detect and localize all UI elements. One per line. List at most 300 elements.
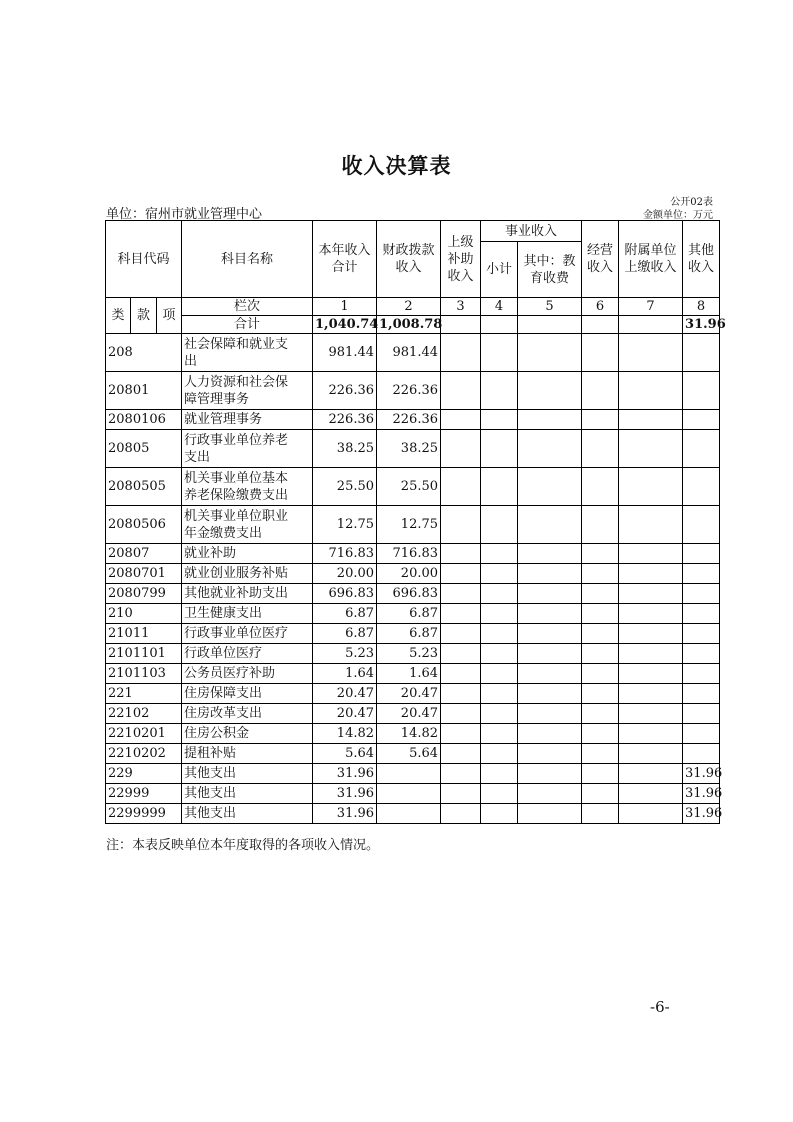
header-other (683, 221, 720, 298)
row-fiscal: 20.47 (377, 684, 441, 704)
total-row-affiliated (619, 316, 683, 334)
row-code: 221 (106, 684, 182, 704)
row-affiliated (619, 704, 683, 724)
col-number-8: 8 (683, 298, 720, 316)
table-row (106, 744, 720, 764)
total-row (106, 316, 720, 334)
row-name (182, 564, 313, 584)
header-affiliated-line2: 上缴收入 (624, 260, 677, 275)
row-superior (441, 544, 481, 564)
row-edu (518, 410, 582, 430)
row-subtotal (481, 724, 518, 744)
row-name (182, 506, 313, 544)
row-affiliated (619, 604, 683, 624)
row-name-line: 障管理事务 (184, 391, 250, 407)
row-name-line: 就业管理事务 (184, 412, 263, 427)
row-name (182, 334, 313, 372)
table-row (106, 724, 720, 744)
col-number-2: 2 (377, 298, 441, 316)
row-code: 2101101 (106, 644, 182, 664)
row-name-line: 就业创业服务补贴 (184, 566, 289, 581)
table-row (106, 544, 720, 564)
row-name (182, 784, 313, 804)
row-total: 20.47 (313, 684, 377, 704)
row-other (683, 506, 720, 544)
total-row-total: 1,040.74 (313, 316, 377, 334)
row-name (182, 764, 313, 784)
col-number-6: 6 (582, 298, 619, 316)
row-operating (582, 604, 619, 624)
row-operating (582, 372, 619, 410)
row-code: 2080106 (106, 410, 182, 430)
row-name-line: 年金缴费支出 (184, 525, 263, 541)
row-operating (582, 764, 619, 784)
row-affiliated (619, 334, 683, 372)
row-name (182, 704, 313, 724)
row-affiliated (619, 764, 683, 784)
table-row (106, 624, 720, 644)
row-subtotal (481, 604, 518, 624)
row-name-line: 提租补贴 (184, 746, 237, 761)
row-total: 6.87 (313, 604, 377, 624)
row-fiscal: 226.36 (377, 372, 441, 410)
row-fiscal: 25.50 (377, 468, 441, 506)
row-other (683, 724, 720, 744)
table-row (106, 604, 720, 624)
total-row-subtotal (481, 316, 518, 334)
table-row (106, 704, 720, 724)
row-name (182, 410, 313, 430)
row-subtotal (481, 506, 518, 544)
row-total: 20.47 (313, 704, 377, 724)
row-superior (441, 410, 481, 430)
row-subtotal (481, 544, 518, 564)
row-subtotal (481, 564, 518, 584)
row-affiliated (619, 744, 683, 764)
header-name: 科目名称 (182, 221, 313, 298)
row-superior (441, 604, 481, 624)
row-superior (441, 704, 481, 724)
row-code: 2080799 (106, 584, 182, 604)
row-fiscal: 696.83 (377, 584, 441, 604)
row-superior (441, 684, 481, 704)
row-operating (582, 624, 619, 644)
row-edu (518, 544, 582, 564)
row-edu (518, 624, 582, 644)
header-business: 事业收入 (481, 221, 582, 242)
row-other (683, 664, 720, 684)
row-affiliated (619, 410, 683, 430)
form-number: 公开02表 (670, 197, 713, 208)
total-row-fiscal: 1,008.78 (377, 316, 441, 334)
row-superior (441, 644, 481, 664)
row-subtotal (481, 410, 518, 430)
row-other: 31.96 (683, 764, 720, 784)
row-other (683, 644, 720, 664)
header-other-line2: 收入 (688, 260, 715, 275)
row-code: 2101103 (106, 664, 182, 684)
row-other (683, 624, 720, 644)
row-code: 2210201 (106, 724, 182, 744)
row-edu (518, 804, 582, 824)
row-fiscal: 5.23 (377, 644, 441, 664)
header-affiliated (619, 221, 683, 298)
total-row-superior (441, 316, 481, 334)
row-affiliated (619, 584, 683, 604)
table-row (106, 764, 720, 784)
row-affiliated (619, 724, 683, 744)
row-edu (518, 334, 582, 372)
row-operating (582, 334, 619, 372)
row-superior (441, 624, 481, 644)
row-subtotal (481, 764, 518, 784)
table-row (106, 334, 720, 372)
row-fiscal: 6.87 (377, 624, 441, 644)
row-affiliated (619, 664, 683, 684)
row-total: 14.82 (313, 724, 377, 744)
header-other-line1: 其他 (688, 243, 715, 258)
header-total (313, 221, 377, 298)
row-name-line: 机关事业单位职业 (184, 508, 289, 524)
header-lei: 类 (106, 298, 131, 334)
row-affiliated (619, 506, 683, 544)
table-row (106, 584, 720, 604)
row-total: 12.75 (313, 506, 377, 544)
row-total: 226.36 (313, 372, 377, 410)
row-total: 696.83 (313, 584, 377, 604)
row-fiscal: 1.64 (377, 664, 441, 684)
row-superior (441, 468, 481, 506)
row-total: 5.64 (313, 744, 377, 764)
row-name (182, 684, 313, 704)
row-superior (441, 664, 481, 684)
row-operating (582, 784, 619, 804)
table-note: 注：本表反映单位本年度取得的各项收入情况。 (106, 838, 380, 853)
row-name (182, 468, 313, 506)
row-edu (518, 784, 582, 804)
row-edu (518, 684, 582, 704)
row-subtotal (481, 624, 518, 644)
row-edu (518, 584, 582, 604)
total-row-label: 合计 (182, 316, 313, 334)
row-code: 20801 (106, 372, 182, 410)
row-total: 38.25 (313, 430, 377, 468)
row-operating (582, 704, 619, 724)
row-other (683, 334, 720, 372)
row-operating (582, 644, 619, 664)
row-total: 25.50 (313, 468, 377, 506)
table-row (106, 506, 720, 544)
row-total: 31.96 (313, 784, 377, 804)
row-name (182, 664, 313, 684)
row-operating (582, 506, 619, 544)
row-other (683, 372, 720, 410)
header-affiliated-line1: 附属单位 (624, 243, 677, 258)
page-number: -6- (650, 998, 670, 1016)
row-name-line: 其他支出 (184, 786, 237, 801)
row-edu (518, 468, 582, 506)
row-code: 2080506 (106, 506, 182, 544)
reporting-unit: 单位：宿州市就业管理中心 (106, 207, 263, 222)
row-edu (518, 644, 582, 664)
row-superior (441, 506, 481, 544)
row-superior (441, 430, 481, 468)
row-other (683, 604, 720, 624)
row-fiscal: 20.47 (377, 704, 441, 724)
header-total-line1: 本年收入 (318, 243, 371, 258)
row-operating (582, 684, 619, 704)
row-fiscal: 6.87 (377, 604, 441, 624)
row-total: 6.87 (313, 624, 377, 644)
row-other (683, 430, 720, 468)
row-edu (518, 664, 582, 684)
row-name-line: 住房公积金 (184, 726, 250, 741)
row-other (683, 544, 720, 564)
row-fiscal: 38.25 (377, 430, 441, 468)
row-name-line: 就业补助 (184, 546, 237, 561)
row-operating (582, 584, 619, 604)
row-other (683, 564, 720, 584)
table-row (106, 564, 720, 584)
row-name (182, 804, 313, 824)
total-row-other: 31.96 (683, 316, 720, 334)
row-affiliated (619, 624, 683, 644)
row-name-line: 人力资源和社会保 (184, 374, 289, 390)
row-affiliated (619, 644, 683, 664)
row-name-line: 行政事业单位医疗 (184, 626, 289, 641)
row-edu (518, 704, 582, 724)
row-superior (441, 784, 481, 804)
row-code: 21011 (106, 624, 182, 644)
total-row-operating (582, 316, 619, 334)
row-subtotal (481, 334, 518, 372)
row-superior (441, 764, 481, 784)
total-row-edu (518, 316, 582, 334)
row-name-line: 出 (184, 353, 198, 369)
row-fiscal: 716.83 (377, 544, 441, 564)
row-affiliated (619, 372, 683, 410)
row-name-line: 行政单位医疗 (184, 646, 263, 661)
header-fiscal-line1: 财政拨款 (382, 243, 435, 258)
row-edu (518, 506, 582, 544)
row-code: 20805 (106, 430, 182, 468)
row-code: 22999 (106, 784, 182, 804)
row-code: 208 (106, 334, 182, 372)
row-name-line: 支出 (184, 449, 211, 465)
row-code: 22102 (106, 704, 182, 724)
row-subtotal (481, 372, 518, 410)
row-affiliated (619, 564, 683, 584)
row-operating (582, 664, 619, 684)
header-superior (441, 221, 481, 298)
row-superior (441, 804, 481, 824)
row-other: 31.96 (683, 804, 720, 824)
row-total: 716.83 (313, 544, 377, 564)
row-subtotal (481, 644, 518, 664)
col-number-5: 5 (518, 298, 582, 316)
row-total: 5.23 (313, 644, 377, 664)
row-affiliated (619, 544, 683, 564)
row-fiscal (377, 784, 441, 804)
row-superior (441, 584, 481, 604)
row-name (182, 624, 313, 644)
header-xiang: 项 (157, 298, 182, 334)
row-name-line: 其他支出 (184, 766, 237, 781)
row-fiscal: 226.36 (377, 410, 441, 430)
row-subtotal (481, 744, 518, 764)
row-code: 210 (106, 604, 182, 624)
row-other (683, 684, 720, 704)
row-name-line: 公务员医疗补助 (184, 666, 276, 681)
row-name (182, 372, 313, 410)
row-other (683, 744, 720, 764)
row-name-line: 住房保障支出 (184, 686, 263, 701)
row-operating (582, 544, 619, 564)
row-name-line: 行政事业单位养老 (184, 432, 289, 448)
table-row (106, 410, 720, 430)
row-superior (441, 744, 481, 764)
row-affiliated (619, 430, 683, 468)
row-operating (582, 804, 619, 824)
row-fiscal: 981.44 (377, 334, 441, 372)
header-fiscal-line2: 收入 (395, 260, 422, 275)
row-operating (582, 724, 619, 744)
row-name (182, 430, 313, 468)
amount-unit: 金额单位：万元 (643, 210, 713, 221)
header-fiscal (377, 221, 441, 298)
row-subtotal (481, 704, 518, 724)
row-code: 20807 (106, 544, 182, 564)
row-affiliated (619, 684, 683, 704)
row-total: 226.36 (313, 410, 377, 430)
table-row (106, 804, 720, 824)
row-affiliated (619, 468, 683, 506)
row-operating (582, 564, 619, 584)
row-fiscal: 20.00 (377, 564, 441, 584)
header-operating-line1: 经营 (587, 243, 614, 258)
row-subtotal (481, 584, 518, 604)
row-other (683, 468, 720, 506)
row-superior (441, 334, 481, 372)
row-name (182, 644, 313, 664)
col-number-7: 7 (619, 298, 683, 316)
col-number-1: 1 (313, 298, 377, 316)
table-row (106, 372, 720, 410)
row-total: 31.96 (313, 764, 377, 784)
row-name (182, 544, 313, 564)
header-operating-line2: 收入 (587, 260, 614, 275)
row-code: 2080505 (106, 468, 182, 506)
row-total: 1.64 (313, 664, 377, 684)
row-superior (441, 372, 481, 410)
row-subtotal (481, 468, 518, 506)
row-affiliated (619, 784, 683, 804)
table-row (106, 468, 720, 506)
row-name-line: 卫生健康支出 (184, 606, 263, 621)
header-superior-line1: 上级 (447, 234, 474, 250)
row-total: 31.96 (313, 804, 377, 824)
row-edu (518, 604, 582, 624)
row-edu (518, 744, 582, 764)
table-row (106, 784, 720, 804)
row-operating (582, 744, 619, 764)
row-code: 229 (106, 764, 182, 784)
row-name-line: 机关事业单位基本 (184, 470, 289, 486)
row-other (683, 584, 720, 604)
row-name-line: 其他支出 (184, 806, 237, 821)
row-fiscal: 14.82 (377, 724, 441, 744)
table-row (106, 664, 720, 684)
row-other: 31.96 (683, 784, 720, 804)
row-code: 2210202 (106, 744, 182, 764)
header-subtotal: 小计 (481, 242, 518, 298)
header-superior-line3: 收入 (447, 268, 474, 284)
row-subtotal (481, 804, 518, 824)
row-name (182, 744, 313, 764)
row-fiscal (377, 804, 441, 824)
row-code: 2299999 (106, 804, 182, 824)
row-total: 20.00 (313, 564, 377, 584)
row-name (182, 584, 313, 604)
row-operating (582, 410, 619, 430)
table-row (106, 430, 720, 468)
row-other (683, 410, 720, 430)
header-operating (582, 221, 619, 298)
row-superior (441, 724, 481, 744)
row-total: 981.44 (313, 334, 377, 372)
income-table (105, 220, 726, 824)
row-fiscal: 12.75 (377, 506, 441, 544)
row-subtotal (481, 430, 518, 468)
header-code: 科目代码 (106, 221, 182, 298)
row-fiscal: 5.64 (377, 744, 441, 764)
col-number-4: 4 (481, 298, 518, 316)
row-edu (518, 564, 582, 584)
row-name-line: 养老保险缴费支出 (184, 487, 289, 503)
row-superior (441, 564, 481, 584)
row-name-line: 住房改革支出 (184, 706, 263, 721)
row-subtotal (481, 664, 518, 684)
table-row (106, 644, 720, 664)
row-edu (518, 372, 582, 410)
row-subtotal (481, 784, 518, 804)
row-edu (518, 430, 582, 468)
row-name-line: 社会保障和就业支 (184, 336, 289, 352)
row-affiliated (619, 804, 683, 824)
row-fiscal (377, 764, 441, 784)
header-superior-line2: 补助 (447, 251, 474, 267)
row-subtotal (481, 684, 518, 704)
header-kuan: 款 (131, 298, 157, 334)
row-name-line: 其他就业补助支出 (184, 586, 289, 601)
row-name (182, 724, 313, 744)
header-edu-line2: 育收费 (530, 270, 570, 286)
row-edu (518, 764, 582, 784)
column-index-label: 栏次 (182, 298, 313, 316)
header-edu-line1: 其中：教 (523, 253, 576, 269)
header-total-line2: 合计 (331, 260, 358, 275)
row-other (683, 704, 720, 724)
table-row (106, 684, 720, 704)
row-operating (582, 430, 619, 468)
row-edu (518, 724, 582, 744)
row-code: 2080701 (106, 564, 182, 584)
page-title: 收入决算表 (341, 154, 452, 178)
row-operating (582, 468, 619, 506)
col-number-3: 3 (441, 298, 481, 316)
header-edu (518, 242, 582, 298)
row-name (182, 604, 313, 624)
